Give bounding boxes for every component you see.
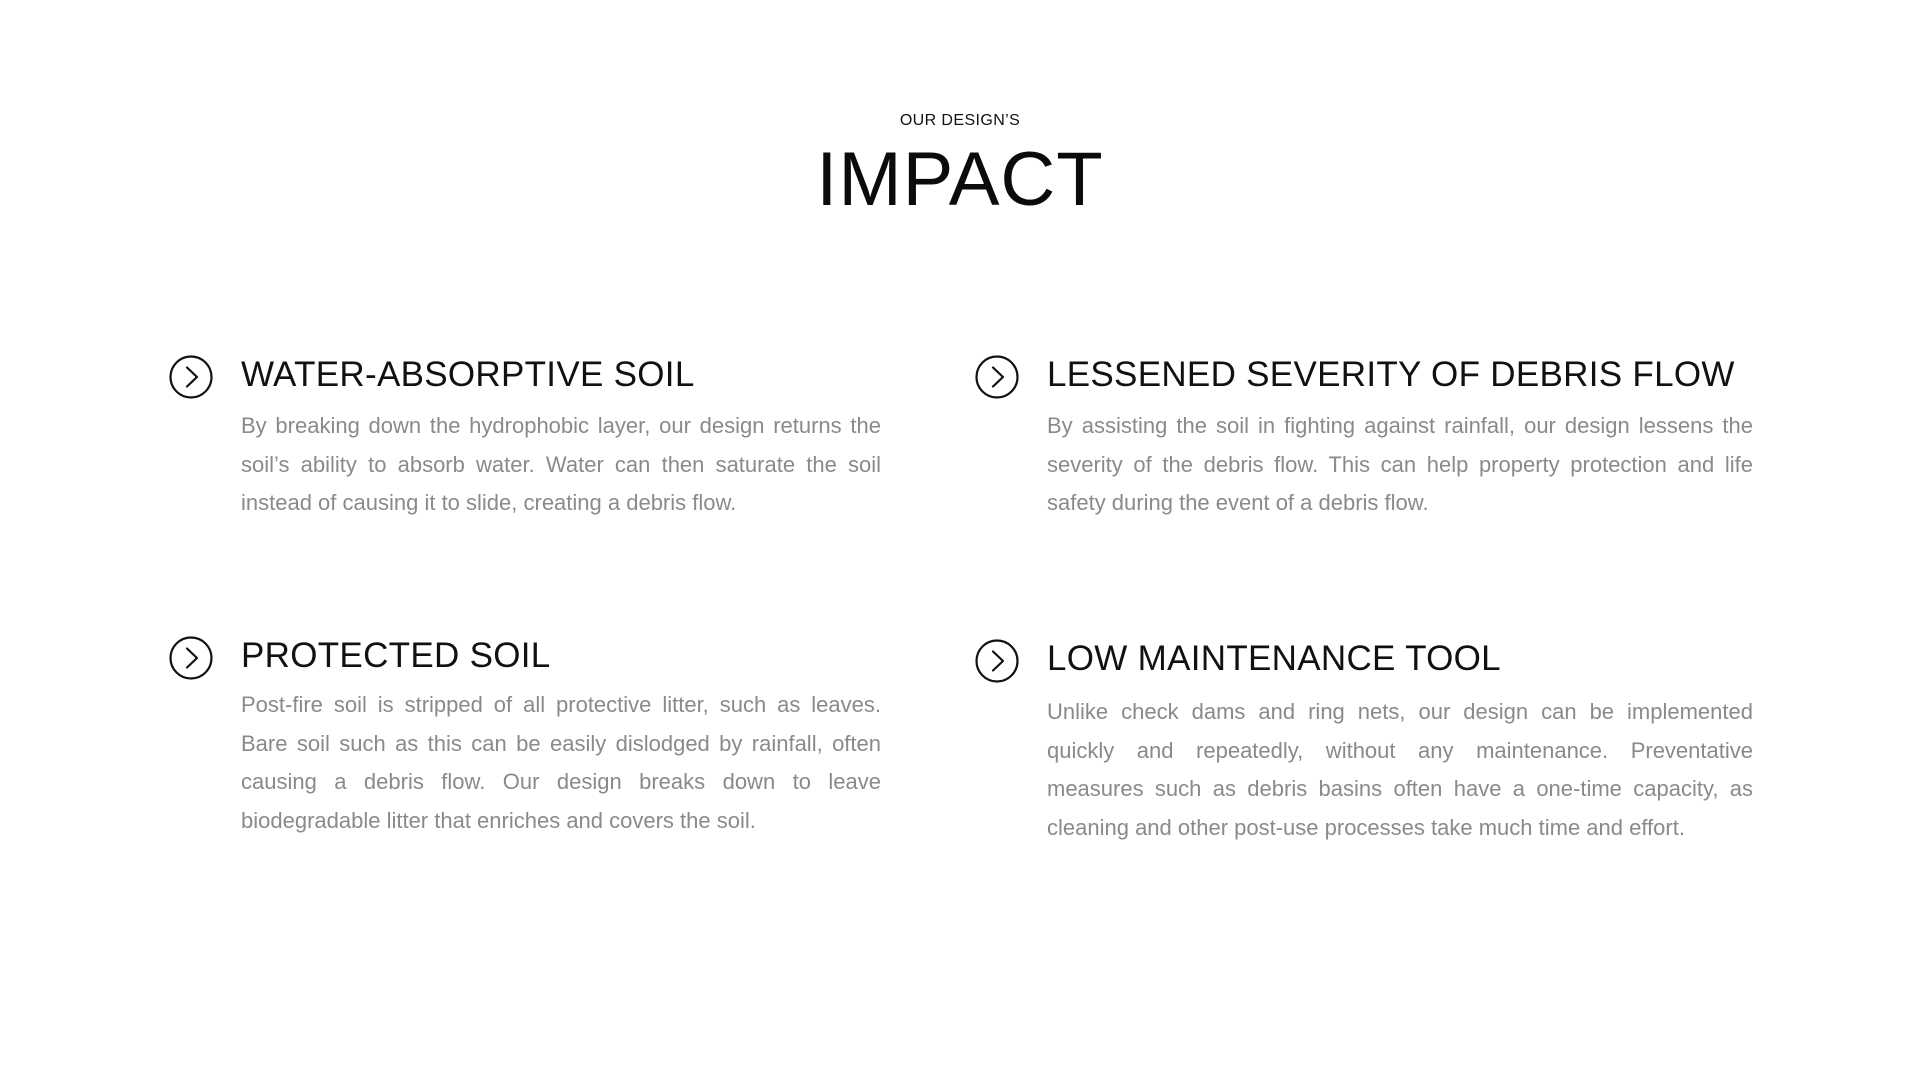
impact-item-description: Post-fire soil is stripped of all protective litter, such as leaves. Bare soil such as this can be easily dislodged by rainfall, often causing a debris flow. Our design breaks down to leave biodegradable litter that enriches and covers the soil. — [241, 692, 881, 833]
impact-item-description: By breaking down the hydrophobic layer, our design returns the soil’s ability to absorb water. Water can then saturate the soil instead of causing it to slide, creating a debris flow. — [241, 413, 881, 515]
chevron-circle-right-icon — [975, 639, 1019, 683]
impact-item-description: By assisting the soil in fighting against rainfall, our design lessens the severity of the debris flow. This can help property protection and life safety during the event of a debris flow. — [1047, 413, 1753, 515]
impact-item-title: LESSENED SEVERITY OF DEBRIS FLOW — [1047, 355, 1735, 394]
impact-item-title: LOW MAINTENANCE TOOL — [1047, 639, 1501, 678]
impact-item-title: WATER-ABSORPTIVE SOIL — [241, 355, 695, 394]
impact-item-title: PROTECTED SOIL — [241, 636, 551, 675]
page-title: IMPACT — [816, 137, 1104, 222]
chevron-circle-right-icon — [169, 636, 213, 680]
chevron-circle-right-icon — [169, 355, 213, 399]
chevron-circle-right-icon — [975, 355, 1019, 399]
impact-item-description: Unlike check dams and ring nets, our design can be implemented quickly and repeatedly, without any maintenance. Preventative measures such as debris basins often have a one-time capacity, as cleaning and other post-use processes take much time and effort. — [1047, 699, 1753, 840]
eyebrow-label: OUR DESIGN’S — [899, 112, 1021, 129]
